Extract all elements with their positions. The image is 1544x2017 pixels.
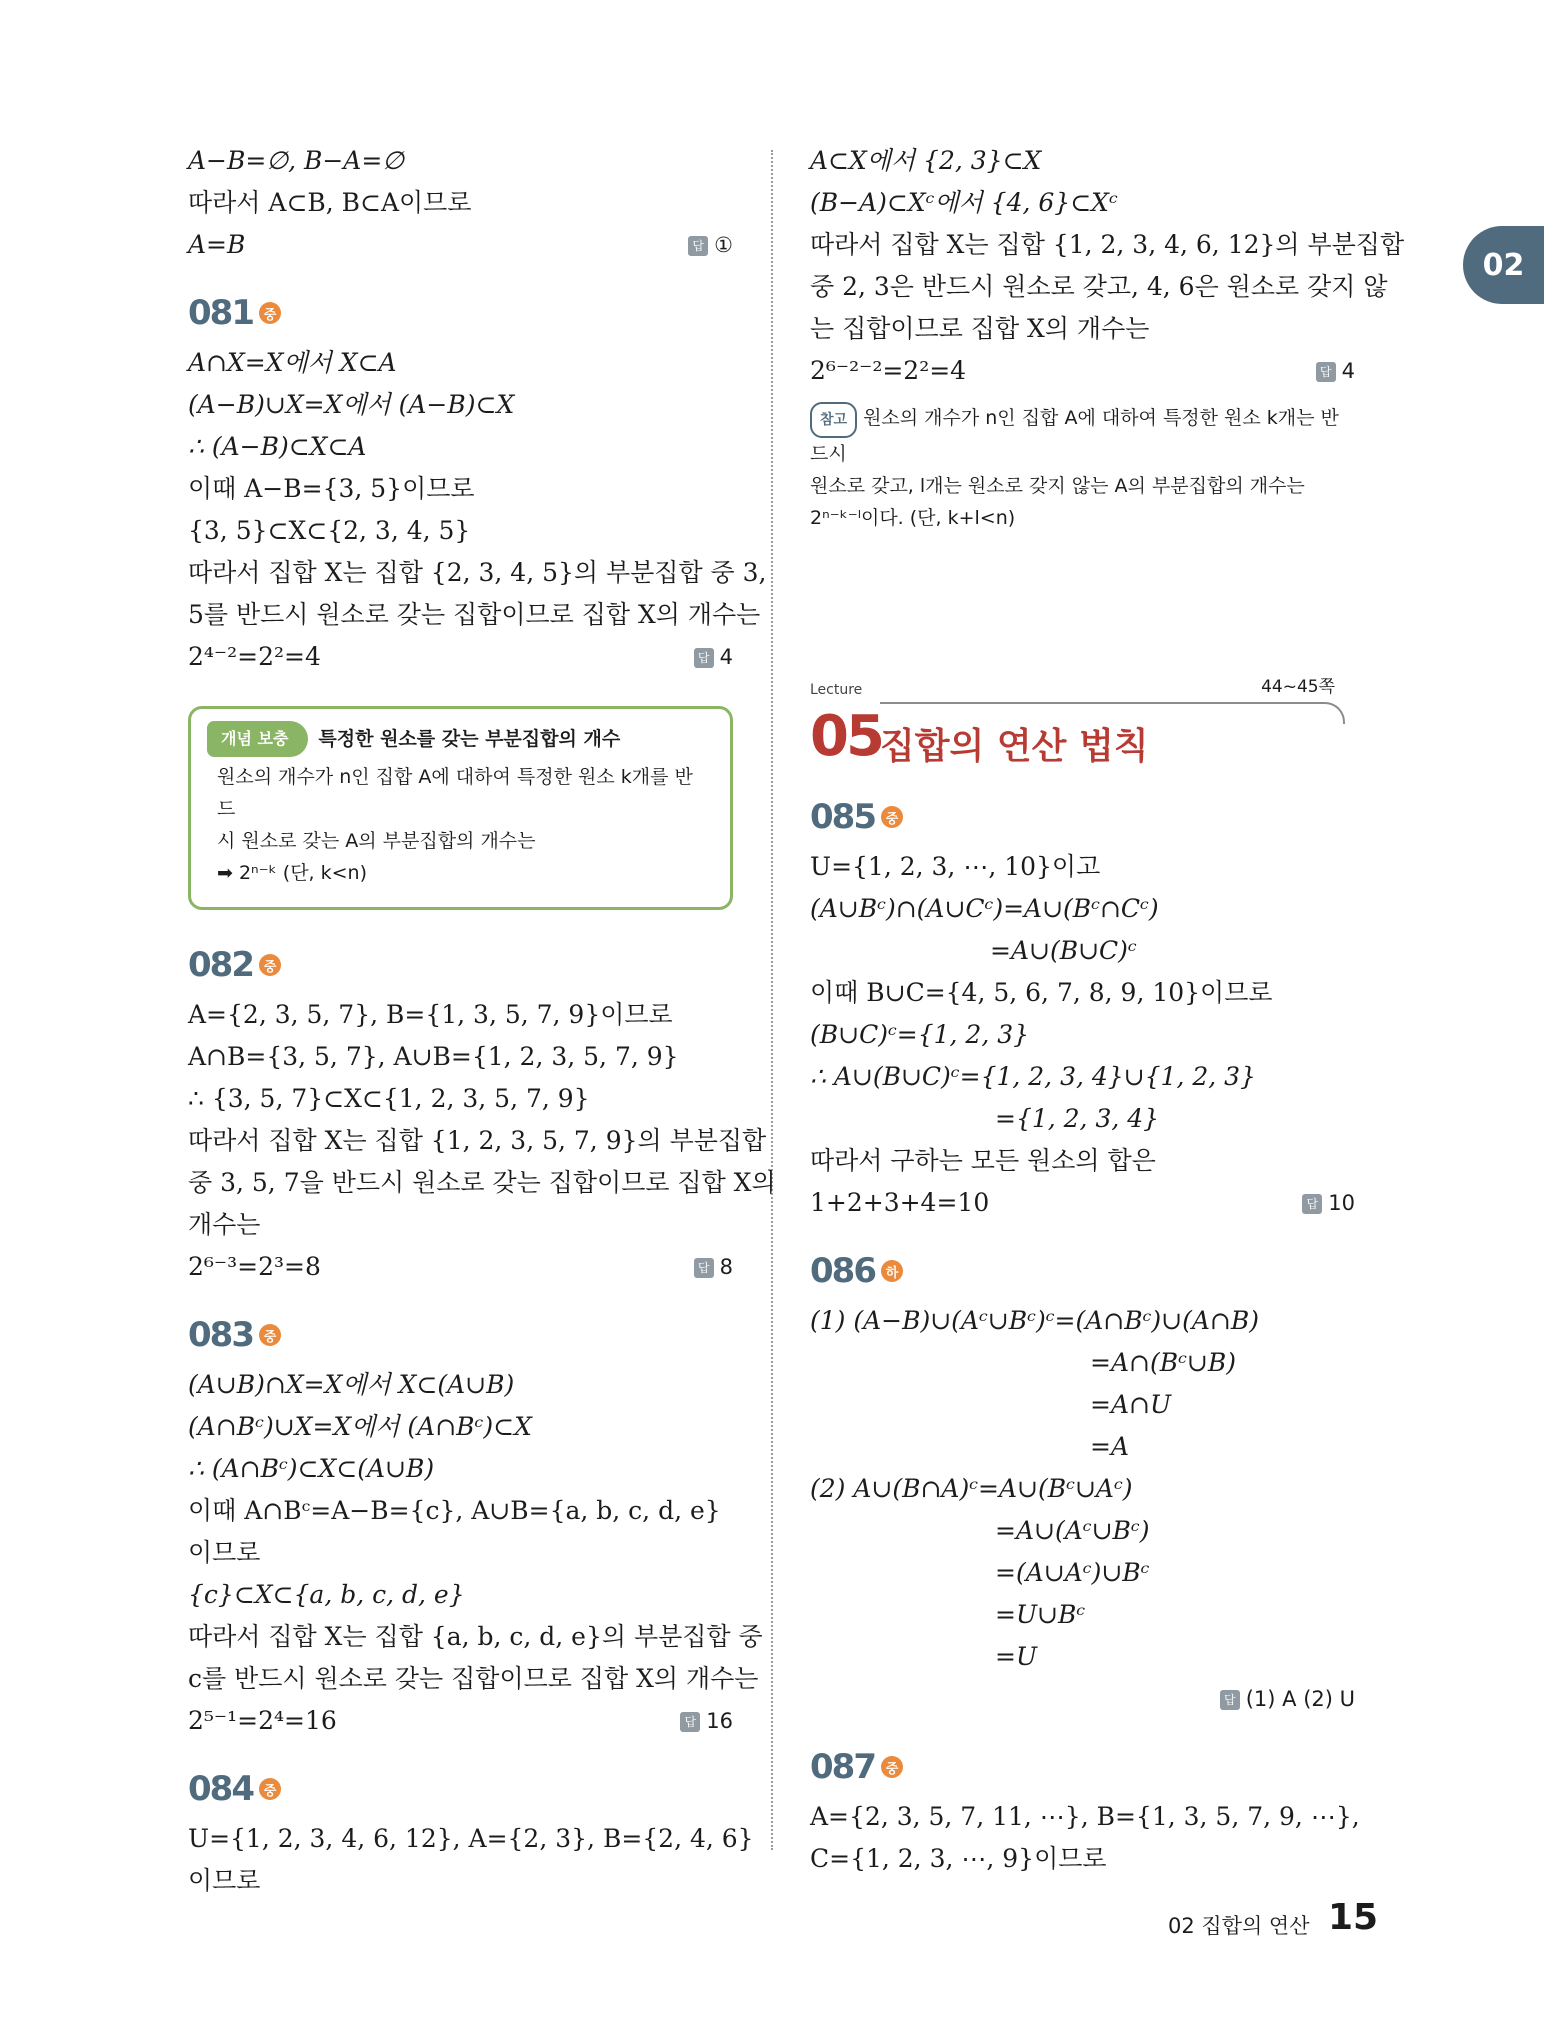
problem-header (810, 1246, 1355, 1296)
difficulty-badge: 중 (259, 954, 281, 976)
lecture-title: 집합의 연산 법칙 (880, 726, 1149, 767)
text-line: 따라서 집합 X는 집합 {1, 2, 3, 4, 6, 12}의 부분집합 (810, 230, 1405, 259)
answer-value: (1) A (2) U (1245, 1687, 1355, 1711)
difficulty-badge: 하 (881, 1260, 903, 1282)
text-line: 이때 A−B={3, 5}이므로 (188, 474, 475, 503)
text-line: A−B=∅, B−A=∅ (188, 146, 405, 175)
text-line (810, 1678, 1355, 1720)
problem-header (188, 288, 733, 338)
text-line: ∴ (A∩Bᶜ)⊂X⊂(A∪B) (188, 1454, 435, 1483)
lecture-header (810, 677, 1355, 792)
text-line: (A−B)∪X=X에서 (A−B)⊂X (188, 390, 515, 419)
answer-mark: 답 (1316, 362, 1336, 382)
chapter-tab: 02 (1463, 226, 1544, 304)
text-line: 중 3, 5, 7을 반드시 원소로 갖는 집합이므로 집합 X의 (188, 1168, 776, 1197)
answer (1302, 1182, 1355, 1224)
text-line: 2⁶⁻²⁻²=2²=4 (810, 356, 967, 385)
column-divider (771, 150, 773, 1850)
problem-number: 083 (188, 1315, 253, 1355)
answer-mark: 답 (694, 1258, 714, 1278)
text-line: 중 2, 3은 반드시 원소로 갖고, 4, 6은 원소로 갖지 않 (810, 272, 1388, 301)
text-line: 이때 A∩Bᶜ=A−B={c}, A∪B={a, b, c, d, e} (188, 1496, 721, 1525)
text-line: =(A∪Aᶜ)∪Bᶜ (995, 1558, 1150, 1587)
text-line: A∩X=X에서 X⊂A (188, 348, 397, 377)
concept-box (188, 706, 733, 910)
text-line: (A∪B)∩X=X에서 X⊂(A∪B) (188, 1370, 515, 1399)
difficulty-badge: 중 (881, 806, 903, 828)
text-line: {3, 5}⊂X⊂{2, 3, 4, 5} (188, 516, 471, 545)
text-line: 따라서 구하는 모든 원소의 합은 (810, 1146, 1156, 1175)
answer-value: 4 (1341, 359, 1355, 383)
answer-mark: 답 (680, 1712, 700, 1732)
text-line (188, 1246, 733, 1288)
text-line: U={1, 2, 3, ⋯, 10}이고 (810, 852, 1101, 881)
text-line: ∴ (A−B)⊂X⊂A (188, 432, 367, 461)
text-line: C={1, 2, 3, ⋯, 9}이므로 (810, 1844, 1107, 1873)
text-line: =A∩U (1090, 1390, 1172, 1419)
text-line: 2⁴⁻²=2²=4 (188, 642, 321, 671)
text-line: A=B (188, 230, 246, 259)
text-line: ∴ A∪(B∪C)ᶜ={1, 2, 3, 4}∪{1, 2, 3} (810, 1062, 1256, 1091)
text-line: 원소의 개수가 n인 집합 A에 대하여 특정한 원소 k개를 반드 (217, 766, 693, 820)
problem-header (810, 792, 1355, 842)
concept-header (207, 721, 704, 757)
answer-value: 16 (706, 1709, 733, 1733)
text-line: =A∩(Bᶜ∪B) (1090, 1348, 1236, 1377)
text-line: (A∩Bᶜ)∪X=X에서 (A∩Bᶜ)⊂X (188, 1412, 532, 1441)
text-line: ➡ 2ⁿ⁻ᵏ (단, k<n) (217, 862, 367, 884)
footer-title: 02 집합의 연산 (1168, 1914, 1310, 1938)
answer-mark: 답 (1220, 1690, 1240, 1710)
problem-header (188, 940, 733, 990)
text-line: 따라서 집합 X는 집합 {a, b, c, d, e}의 부분집합 중 (188, 1622, 763, 1651)
problem-number: 084 (188, 1769, 253, 1809)
answer-mark: 답 (688, 236, 708, 256)
text-line: ={1, 2, 3, 4} (995, 1104, 1160, 1133)
text-line: =U∪Bᶜ (995, 1600, 1086, 1629)
page-number: 15 (1328, 1897, 1379, 1938)
answer (694, 1246, 733, 1288)
lecture-label: Lecture (810, 682, 863, 698)
problem-header (188, 1310, 733, 1360)
answer (1316, 350, 1355, 392)
difficulty-badge: 중 (259, 1778, 281, 1800)
answer-mark: 답 (694, 648, 714, 668)
answer-value: 4 (719, 645, 733, 669)
text-line: 이므로 (188, 1866, 261, 1895)
text-line: {c}⊂X⊂{a, b, c, d, e} (188, 1580, 465, 1609)
text-line: U={1, 2, 3, 4, 6, 12}, A={2, 3}, B={2, 4, 6} (188, 1824, 754, 1853)
answer-value: 10 (1328, 1191, 1355, 1215)
text-line: (B−A)⊂Xᶜ에서 {4, 6}⊂Xᶜ (810, 188, 1118, 217)
problem-number: 082 (188, 945, 253, 985)
concept-badge: 개념 보충 (207, 721, 308, 757)
text-line: 이므로 (188, 1538, 261, 1567)
text-line: =A∪(B∪C)ᶜ (990, 936, 1137, 965)
answer-mark: 답 (1302, 1194, 1322, 1214)
text-line: =A (1090, 1432, 1130, 1461)
reference-note (810, 402, 1355, 534)
problem-header (188, 1764, 733, 1814)
answer (688, 224, 733, 266)
text-line: A⊂X에서 {2, 3}⊂X (810, 146, 1042, 175)
text-line (188, 224, 733, 266)
text-line: 개수는 (188, 1210, 261, 1239)
text-line: (B∪C)ᶜ={1, 2, 3} (810, 1020, 1030, 1049)
answer (680, 1700, 733, 1742)
answer-value: 8 (719, 1255, 733, 1279)
text-line: A={2, 3, 5, 7, 11, ⋯}, B={1, 3, 5, 7, 9, ⋯}, (810, 1802, 1360, 1831)
problem-number: 085 (810, 797, 875, 837)
text-line: 원소로 갖고, l개는 원소로 갖지 않는 A의 부분집합의 개수는 (810, 475, 1305, 497)
answer-value: ① (714, 233, 733, 257)
left-column (188, 140, 776, 1902)
answer (1220, 1678, 1355, 1720)
text-line: =U (995, 1642, 1038, 1671)
text-line (188, 636, 733, 678)
problem-number: 086 (810, 1251, 875, 1291)
text-line: 따라서 A⊂B, B⊂A이므로 (188, 188, 472, 217)
text-line: (2) A∪(B∩A)ᶜ=A∪(Bᶜ∪Aᶜ) (810, 1474, 1133, 1503)
difficulty-badge: 중 (259, 1324, 281, 1346)
text-line (810, 402, 1355, 470)
text-line: A={2, 3, 5, 7}, B={1, 3, 5, 7, 9}이므로 (188, 1000, 673, 1029)
text-line (188, 1700, 733, 1742)
difficulty-badge: 중 (881, 1756, 903, 1778)
text-line (810, 350, 1355, 392)
lecture-number: 05 (810, 704, 882, 769)
text-line: A∩B={3, 5, 7}, A∪B={1, 2, 3, 5, 7, 9} (188, 1042, 679, 1071)
problem-number: 087 (810, 1747, 875, 1787)
text-line: =A∪(Aᶜ∪Bᶜ) (995, 1516, 1150, 1545)
reference-badge: 참고 (810, 402, 857, 438)
text-line: 따라서 집합 X는 집합 {2, 3, 4, 5}의 부분집합 중 3, (188, 558, 767, 587)
text-line (810, 1182, 1355, 1224)
problem-number: 081 (188, 293, 253, 333)
text-line: 따라서 집합 X는 집합 {1, 2, 3, 5, 7, 9}의 부분집합 (188, 1126, 767, 1155)
text-line: 2⁵⁻¹=2⁴=16 (188, 1706, 337, 1735)
text-line: 는 집합이므로 집합 X의 개수는 (810, 314, 1150, 343)
text-line: 원소의 개수가 n인 집합 A에 대하여 특정한 원소 k개는 반드시 (810, 407, 1339, 465)
text-line: ∴ {3, 5, 7}⊂X⊂{1, 2, 3, 5, 7, 9} (188, 1084, 590, 1113)
text-line: (A∪Bᶜ)∩(A∪Cᶜ)=A∪(Bᶜ∩Cᶜ) (810, 894, 1159, 923)
problem-header (810, 1742, 1355, 1792)
text-line: 5를 반드시 원소로 갖는 집합이므로 집합 X의 개수는 (188, 600, 761, 629)
difficulty-badge: 중 (259, 302, 281, 324)
lecture-pages: 44~45쪽 (1261, 677, 1335, 697)
text-line: c를 반드시 원소로 갖는 집합이므로 집합 X의 개수는 (188, 1664, 759, 1693)
text-line: 2⁶⁻³=2³=8 (188, 1252, 321, 1281)
text-line: 이때 B∪C={4, 5, 6, 7, 8, 9, 10}이므로 (810, 978, 1273, 1007)
answer (694, 636, 733, 678)
concept-title: 특정한 원소를 갖는 부분집합의 개수 (318, 728, 621, 750)
text-line: 2ⁿ⁻ᵏ⁻ˡ이다. (단, k+l<n) (810, 507, 1016, 529)
text-line: 1+2+3+4=10 (810, 1188, 990, 1217)
right-column (810, 140, 1405, 1880)
text-line: (1) (A−B)∪(Aᶜ∪Bᶜ)ᶜ=(A∩Bᶜ)∪(A∩B) (810, 1306, 1259, 1335)
text-line: 시 원소로 갖는 A의 부분집합의 개수는 (217, 830, 536, 852)
